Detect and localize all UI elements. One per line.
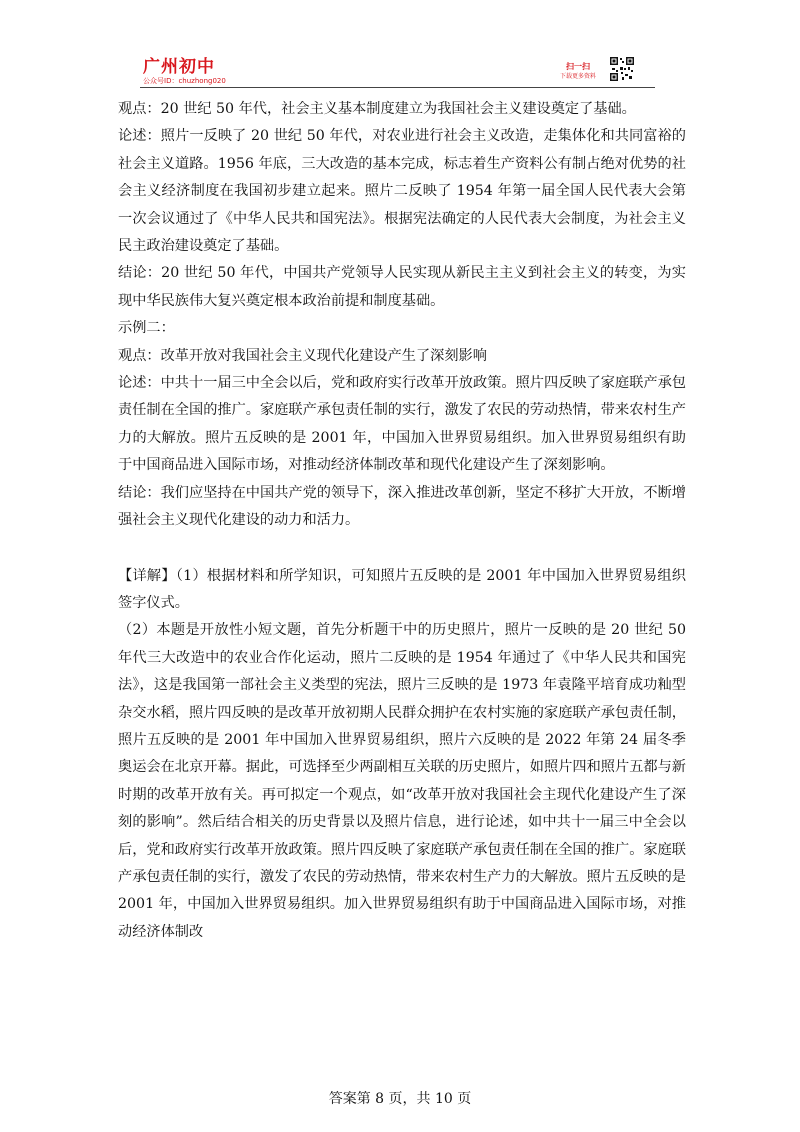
page-header [0, 0, 800, 92]
answer-content [118, 96, 686, 946]
qr-code-icon [609, 56, 635, 82]
argument-1: 论述：照片一反映了 20 世纪 50 年代，对农业进行社会主义改造，走集体化和共同富裕的社会主义道路。1956 年底，三大改造的基本完成，标志着生产资料公有制占绝对优势的社会主义经济制度在我国初步建立起来。照片二反映了 1954 年第一届全国人民代表大会第一次会议通过了《中华人民共和国宪法》。根据宪法确定的人民代表大会制度，为社会主义民主政治建设奠定了基础。 [118, 128, 686, 255]
detail-part-2: （2）本题是开放性小短文题，首先分析题干中的历史照片，照片一反映的是 20 世纪 50 年代三大改造中的农业合作化运动，照片二反映的是 1954 年通过了《中华人民共和国宪法》，这是我国第一部社会主义类型的宪法，照片三反映的是 1973 年袁隆平培育成功籼型杂交水稻，照片四反映的是改革开放初期人民群众拥护在农村实施的家庭联产承包责任制，照片五反映的是 2001 年中国加入世界贸易组织，照片六反映的是 2022 年第 24 届冬季奥运会在北京开幕。据此，可选择至少两副相互关联的历史照片，如照片四和照片五都与新时期的改革开放有关。再可拟定一个观点，如“改革开放对我国社会主现代化建设产生了深刻的影响”。然后结合相关的历史背景以及照片信息，进行论述，如中共十一届三中全会以后，党和政府实行改革开放政策。照片四反映了家庭联产承包责任制在全国的推广。家庭联产承包责任制的实行，激发了农民的劳动热情，带来农村生产力的大解放。照片五反映的是 2001 年，中国加入世界贸易组织。加入世界贸易组织有助于中国商品进入国际市场，对推动经济体制改 [118, 622, 686, 940]
viewpoint-2: 观点：改革开放对我国社会主义现代化建设产生了深刻影响 [118, 347, 487, 364]
scan-label [560, 62, 596, 81]
scan-title: 扫一扫 [566, 62, 590, 71]
argument-2: 论述：中共十一届三中全会以后，党和政府实行改革开放政策。照片四反映了家庭联产承包责任制在全国的推广。家庭联产承包责任制的实行，激发了农民的劳动热情，带来农村生产力的大解放。照片五反映的是 2001 年，中国加入世界贸易组织。加入世界贸易组织有助于中国商品进入国际市场，对推动经济体制改革和现代化建设产生了深刻影响。 [118, 375, 686, 474]
brand-logo [143, 58, 226, 86]
example-2-heading: 示例二： [118, 320, 175, 337]
conclusion-1: 结论：20 世纪 50 年代，中国共产党领导人民实现从新民主主义到社会主义的转变，为实现中华民族伟大复兴奠定根本政治前提和制度基础。 [118, 265, 686, 309]
detail-part-1: 【详解】（1）根据材料和所学知识，可知照片五反映的是 2001 年中国加入世界贸易组织签字仪式。 [118, 567, 686, 611]
conclusion-2: 结论：我们应坚持在中国共产党的领导下，深入推进改革创新，坚定不移扩大开放，不断增强社会主义现代化建设的动力和活力。 [118, 484, 686, 529]
section-gap [118, 535, 686, 563]
scan-subtitle: 下载更多资料 [560, 73, 597, 80]
header-divider [140, 87, 655, 88]
brand-title: 广州初中 [143, 57, 215, 77]
page-footer: 答案第 8 页，共 10 页 [328, 1091, 472, 1107]
viewpoint-1: 观点：20 世纪 50 年代，社会主义基本制度建立为我国社会主义建设奠定了基础。 [118, 101, 636, 117]
brand-subtitle: 公众号ID：chuzhong020 [143, 77, 226, 85]
